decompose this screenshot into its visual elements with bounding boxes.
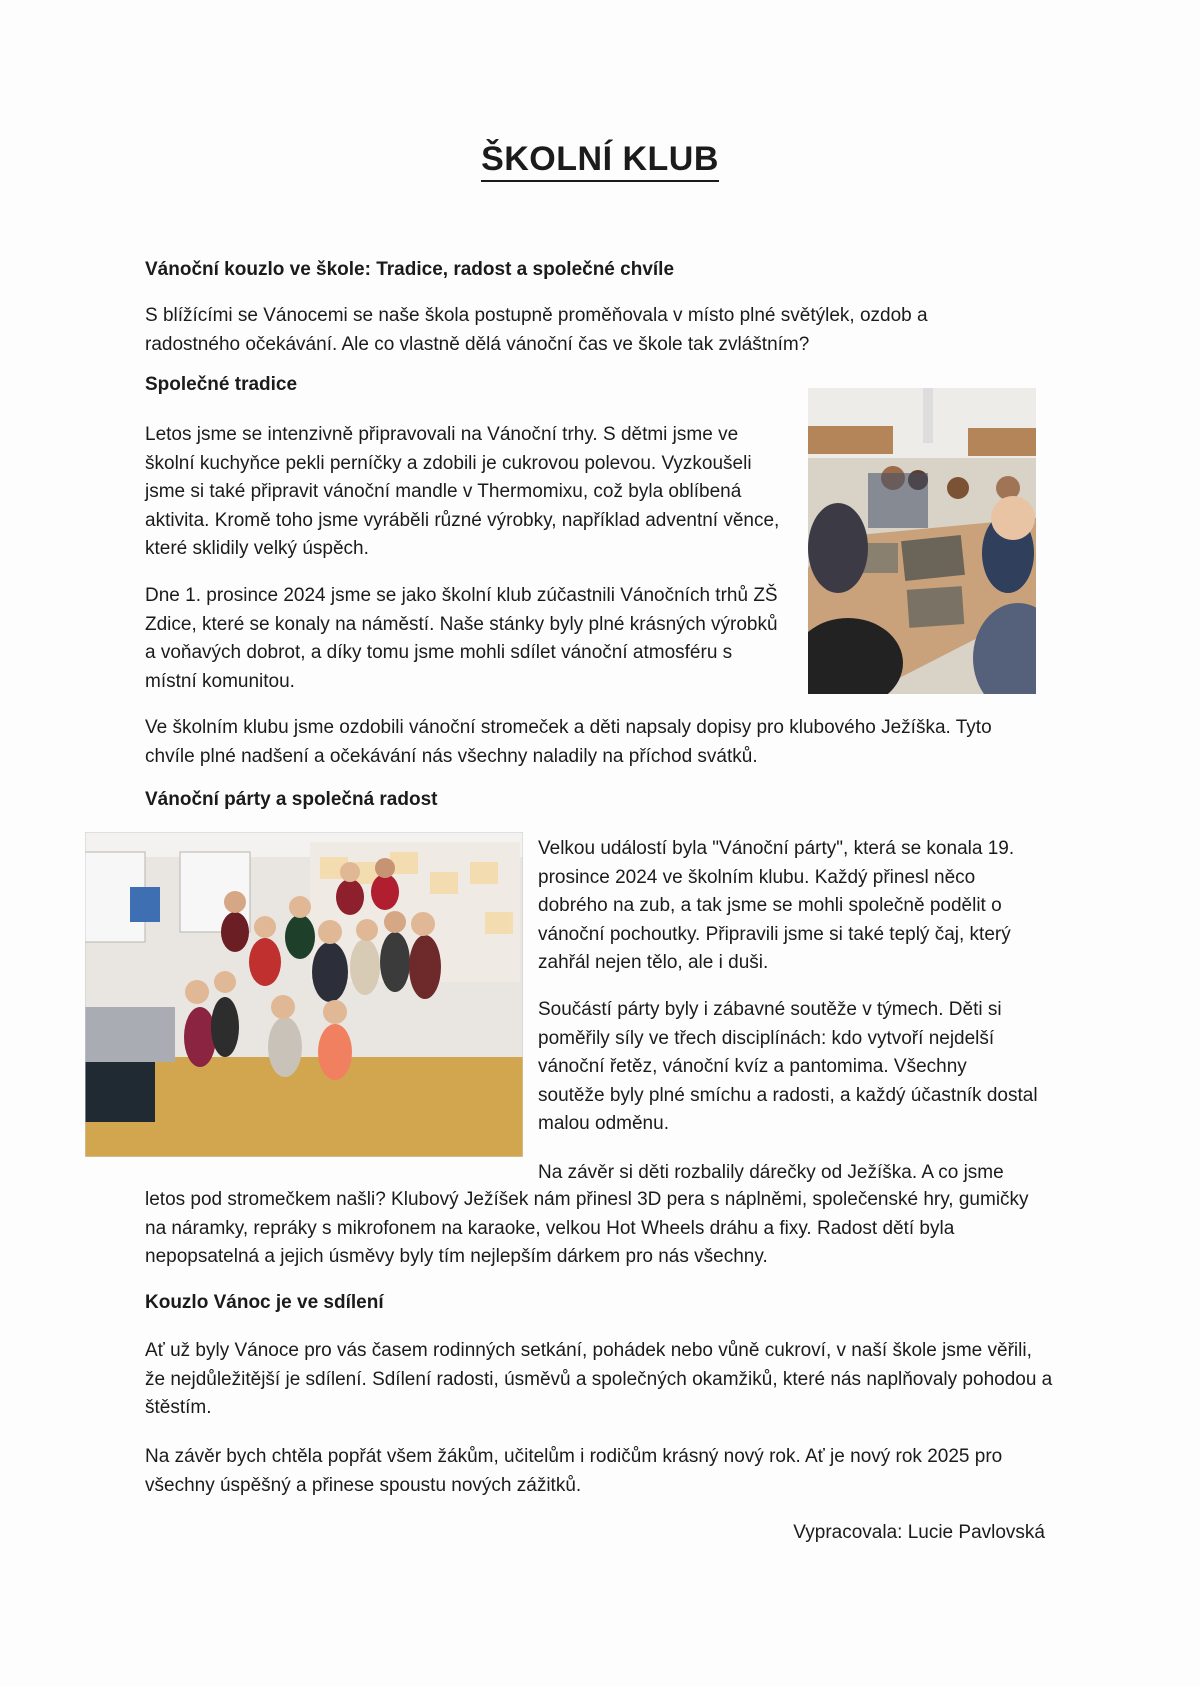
party-paragraph-1: Velkou událostí byla "Vánoční párty", která se konala 19. prosince 2024 ve školním klubu. Každý přinesl něco dobrého na zub, a tak jsme se mohli společně podělit o vánoční pochoutky. Připravili jsme si také teplý čaj, který zahřál nejen tělo, ale i duši.	[538, 838, 1015, 973]
kitchen-baking-photo	[808, 388, 1036, 694]
author-signature: Vypracovala: Lucie Pavlovská	[793, 1522, 1045, 1543]
section-heading-party: Vánoční párty a společná radost	[145, 789, 438, 810]
sdileni-paragraph-1: Ať už byly Vánoce pro vás časem rodinných setkání, pohádek nebo vůně cukroví, v naší škole jsme věřili, že nejdůležitější je sdílení. Sdílení radosti, úsměvů a společných okamžiků, které nás naplňovaly pohodou a štěstím.	[145, 1340, 1053, 1418]
section-heading-tradice: Společné tradice	[145, 374, 298, 395]
intro-paragraph: S blížícími se Vánocemi se naše škola postupně proměňovala v místo plné světýlek, ozdob a radostného očekávání. Ale co vlastně dělá vánoční čas ve škole tak zvláštním?	[145, 305, 928, 355]
tradice-paragraph-3: Ve školním klubu jsme ozdobili vánoční stromeček a děti napsaly dopisy pro klubového Ježíška. Tyto chvíle plné nadšení a očekávání nás všechny naladily na příchod svátků.	[145, 717, 992, 767]
tradice-paragraph-2: Dne 1. prosince 2024 jsme se jako školní klub zúčastnili Vánočních trhů ZŠ Zdice, které se konaly na náměstí. Naše stánky byly plné krásných výrobků a voňavých dobrot, a díky tomu jsme mohli sdílet vánoční atmosféru s místní komunitou.	[145, 585, 778, 692]
tradice-paragraph-1: Letos jsme se intenzivně připravovali na Vánoční trhy. S dětmi jsme ve školní kuchyňce pekli perníčky a zdobili je cukrovou polevou. Vyzkoušeli jsme si také připravit vánoční mandle v Thermomixu, což byla oblíbená aktivita. Kromě toho jsme vyráběli různé výrobky, například adventní věnce, které sklidily velký úspěch.	[145, 424, 780, 559]
page-title: ŠKOLNÍ KLUB	[0, 140, 1200, 179]
section-heading-sdileni: Kouzlo Vánoc je ve sdílení	[145, 1292, 384, 1313]
party-paragraph-3-start: Na závěr si děti rozbalily dárečky od Ježíška. A co jsme	[538, 1162, 1004, 1183]
christmas-party-group-photo	[85, 832, 523, 1157]
party-paragraph-3-rest: letos pod stromečkem našli? Klubový Ježíšek nám přinesl 3D pera s náplněmi, společenské hry, gumičky na náramky, repráky s mikrofonem na karaoke, velkou Hot Wheels dráhu a fixy. Radost dětí byla nepopsatelná a jejich úsměvy byly tím nejlepším dárkem pro nás všechny.	[145, 1189, 1029, 1267]
article-headline: Vánoční kouzlo ve škole: Tradice, radost a společné chvíle	[145, 259, 675, 280]
closing-paragraph: Na závěr bych chtěla popřát všem žákům, učitelům i rodičům krásný nový rok. Ať je nový rok 2025 pro všechny úspěšný a přinese spoustu nových zážitků.	[145, 1446, 1003, 1496]
party-paragraph-2: Součástí párty byly i zábavné soutěže v týmech. Děti si poměřily síly ve třech disciplínách: kdo vytvoří nejdelší vánoční řetěz, vánoční kvíz a pantomima. Všechny soutěže byly plné smíchu a radosti, a každý účastník dostal malou odměnu.	[538, 999, 1038, 1134]
